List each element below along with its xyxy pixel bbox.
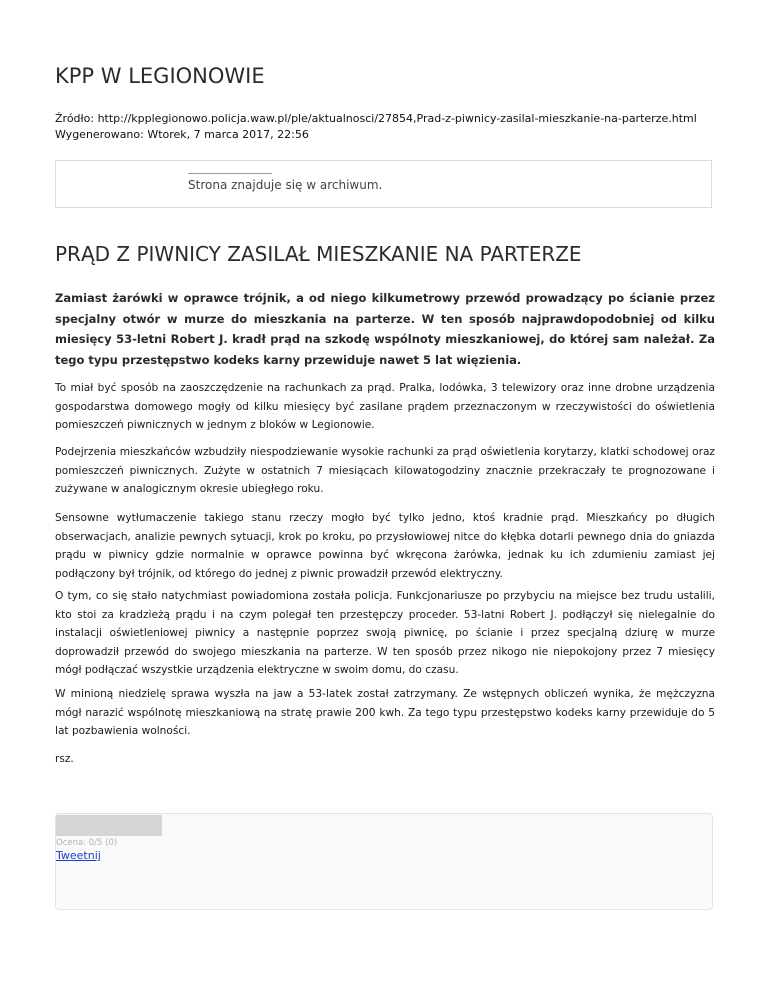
archive-divider xyxy=(188,173,272,174)
article-lead: Zamiast żarówki w oprawce trójnik, a od niego kilkumetrowy przewód prowadzący po ścianie przez specjalny otwór w murze do mieszkania na parterze. W ten sposób najprawdopodobniej od kilku miesięcy 53-letni Robert J. kradł prąd na szkodę wspólnoty mieszkaniowej, do której sam należał. Za tego typu przestępstwo kodeks karny przewiduje nawet 5 lat więzienia. xyxy=(55,291,715,367)
tweet-link[interactable]: Tweetnij xyxy=(56,849,101,862)
source-line: Źródło: http://kpplegionowo.policja.waw.pl/ple/aktualnosci/27854,Prad-z-piwnicy-zasilal-mieszkanie-na-parterze.html xyxy=(55,112,697,125)
article-paragraph: W minioną niedzielę sprawa wyszła na jaw a 53-latek został zatrzymany. Ze wstępnych obliczeń wynika, że mężczyzna mógł narazić wspólnotę mieszkaniową na stratę prawie 200 kwh. Za tego typu przestępstwo kodeks karny przewiduje do 5 lat pozbawienia wolności. xyxy=(55,688,715,737)
article-title: PRĄD Z PIWNICY ZASILAŁ MIESZKANIE NA PARTERZE xyxy=(55,242,582,266)
generated-line: Wygenerowano: Wtorek, 7 marca 2017, 22:56 xyxy=(55,128,309,141)
rating-score: Ocena: 0/5 (0) xyxy=(56,838,118,848)
site-title: KPP W LEGIONOWIE xyxy=(55,64,265,88)
page-meta xyxy=(55,111,697,143)
article-paragraph: To miał być sposób na zaoszczędzenie na rachunkach za prąd. Pralka, lodówka, 3 telewizory oraz inne drobne urządzenia gospodarstwa domowego mogły od kilku miesięcy być zasilane prądem przeznaczonym w rzeczywistości do oświetlenia pomieszczeń piwnicznych w jednym z bloków w Legionowie. xyxy=(55,382,715,431)
rating-stars[interactable] xyxy=(56,815,162,836)
article-paragraph: Sensowne wytłumaczenie takiego stanu rzeczy mogło być tylko jedno, ktoś kradnie prąd. Mieszkańcy po długich obserwacjach, analizie pewnych sytuacji, krok po kroku, po przysłowiowej nitce do kłębka dotarli pewnego dnia do gniazda prądu w piwnicy gdzie normalnie w oprawce powinna być wkręcona żarówka, jednak ku ich zdumieniu zamiast jej podłączony był trójnik, od którego do jednej z piwnic prowadził przewód elektryczny. xyxy=(55,512,715,580)
article-signature: rsz. xyxy=(55,753,74,765)
archive-message: Strona znajduje się w archiwum. xyxy=(188,178,383,192)
archive-notice xyxy=(55,160,712,208)
article-paragraph: O tym, co się stało natychmiast powiadomiona została policja. Funkcjonariusze po przybyciu na miejsce bez trudu ustalili, kto stoi za kradzieżą prądu i na czym polegał ten przestępczy proceder. 53-latni Robert J. podłączył się nielegalnie do instalacji oświetleniowej piwnicy a następnie poprzez swoją piwnicę, po ścianie i przez specjalną dziurę w murze doprowadził przewód do swojego mieszkania na parterze. W ten sposób przez nikogo nie niepokojony przez 7 miesięcy mógł podłączać wszystkie urządzenia elektryczne w swoim domu, do czasu. xyxy=(55,590,715,676)
rating-panel xyxy=(55,813,713,910)
article-paragraph: Podejrzenia mieszkańców wzbudziły niespodziewanie wysokie rachunki za prąd oświetlenia korytarzy, klatki schodowej oraz pomieszczeń piwnicznych. Zużyte w ostatnich 7 miesiącach kilowatogodziny znacznie przekraczały te prognozowane i zużywane w analogicznym okresie ubiegłego roku. xyxy=(55,446,715,495)
